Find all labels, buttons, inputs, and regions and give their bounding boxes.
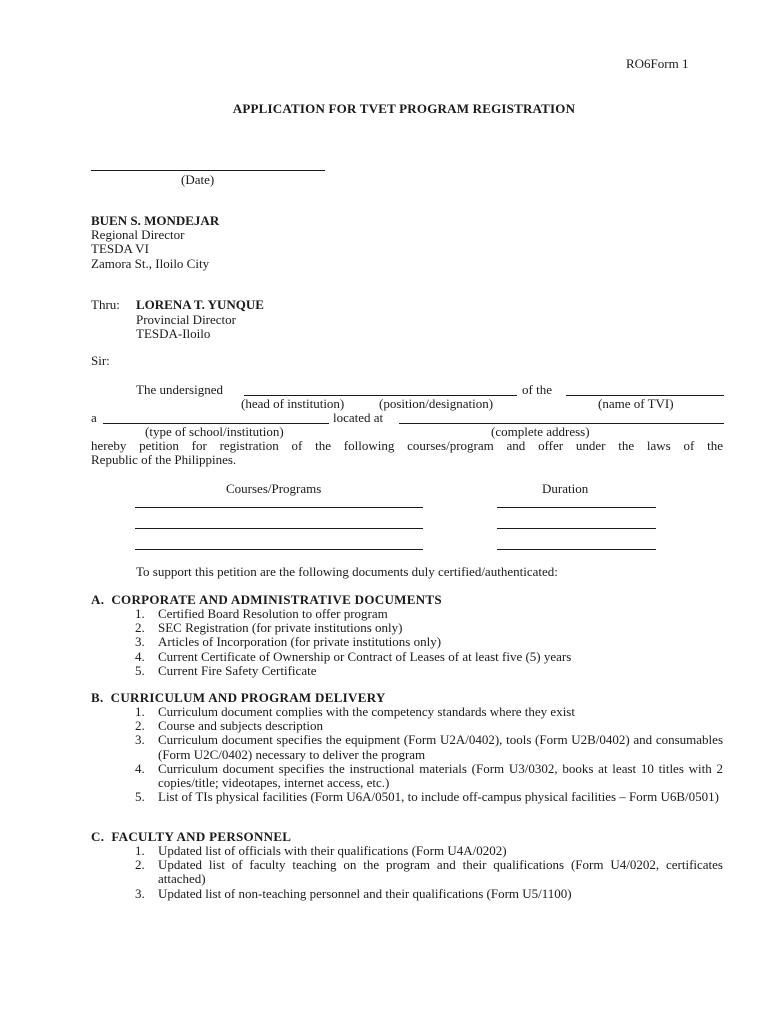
item-number: 3. <box>135 634 145 650</box>
duration-line-1[interactable] <box>497 507 656 508</box>
course-line-1[interactable] <box>135 507 423 508</box>
course-line-2[interactable] <box>135 528 423 529</box>
item-number: 5. <box>135 789 145 805</box>
duration-line-2[interactable] <box>497 528 656 529</box>
list-item <box>135 719 723 733</box>
item-number: 3. <box>135 885 145 901</box>
recipient-name: BUEN S. MONDEJAR <box>91 213 220 228</box>
item-number: 1. <box>135 843 145 858</box>
section-a-title: CORPORATE AND ADMINISTRATIVE DOCUMENTS <box>111 592 442 607</box>
item-text: Current Fire Safety Certificate <box>158 662 317 678</box>
thru-name: LORENA T. YUNQUE <box>136 297 264 312</box>
date-line <box>91 170 325 171</box>
item-number: 2. <box>135 620 145 636</box>
thru-label: Thru: <box>91 297 120 312</box>
item-text: Articles of Incorporation (for private institutions only) <box>158 634 442 650</box>
list-item <box>135 887 723 901</box>
list-item <box>135 650 723 664</box>
item-text: Current Certificate of Ownership or Contract of Leases of at least five (5) years <box>158 648 572 664</box>
item-number: 3. <box>135 732 145 748</box>
a-text: a <box>91 410 97 425</box>
section-a-list <box>135 607 723 678</box>
list-item <box>135 858 723 886</box>
position-designation-label: (position/designation) <box>379 396 494 411</box>
list-item <box>135 621 723 635</box>
section-a-letter: A. <box>91 592 105 607</box>
form-code: RO6Form 1 <box>626 56 689 71</box>
item-number: 5. <box>135 662 145 678</box>
item-text: Updated list of officials with their qualifications (Form U4A/0202) <box>158 843 507 858</box>
list-item <box>135 635 723 649</box>
located-at-text: located at <box>333 410 384 425</box>
courses-column-header: Courses/Programs <box>226 481 322 496</box>
section-b-letter: B. <box>91 690 104 705</box>
item-text: Certified Board Resolution to offer program <box>158 606 388 621</box>
list-item <box>135 762 723 790</box>
list-item <box>135 664 723 678</box>
head-of-institution-label: (head of institution) <box>241 396 345 411</box>
recipient-office: TESDA VI <box>91 241 149 256</box>
petition-text-line1: hereby petition for registration of the following courses/program and offer under the laws of the <box>91 438 723 453</box>
item-text: Updated list of faculty teaching on the program and their qualifications (Form U4/0202, certificates attached) <box>158 857 723 887</box>
recipient-address: Zamora St., Iloilo City <box>91 256 210 271</box>
item-text: SEC Registration (for private institutions only) <box>158 620 403 636</box>
item-text: Curriculum document specifies the equipment (Form U2A/0402), tools (Form U2B/0402) and consumables (Form U2C/0402) necessary to deliver the program <box>158 732 723 762</box>
name-of-tvi-label: (name of TVI) <box>598 396 674 411</box>
duration-line-3[interactable] <box>497 549 656 550</box>
section-b-list <box>135 705 723 804</box>
list-item <box>135 844 723 858</box>
item-text: Updated list of non-teaching personnel and their qualifications (Form U5/1100) <box>158 885 572 901</box>
section-c-list <box>135 844 723 901</box>
date-label: (Date) <box>181 172 215 187</box>
course-line-3[interactable] <box>135 549 423 550</box>
item-number: 1. <box>135 704 145 719</box>
list-item <box>135 607 723 621</box>
thru-position: Provincial Director <box>136 312 236 327</box>
of-the-text: of the <box>522 382 552 397</box>
recipient-position: Regional Director <box>91 227 185 242</box>
item-number: 1. <box>135 606 145 621</box>
section-c-title: FACULTY AND PERSONNEL <box>111 829 292 844</box>
petition-text-line2: Republic of the Philippines. <box>91 452 237 467</box>
support-statement: To support this petition are the following documents duly certified/authenticated: <box>136 564 558 579</box>
item-number: 2. <box>135 718 145 734</box>
item-number: 4. <box>135 760 145 776</box>
list-item <box>135 705 723 719</box>
item-text: List of TIs physical facilities (Form U6A/0501, to include off-campus physical facilities – Form U6B/0501) <box>158 789 719 805</box>
item-text: Curriculum document complies with the competency standards where they exist <box>158 704 575 719</box>
thru-office: TESDA-Iloilo <box>136 326 211 341</box>
undersigned-text: The undersigned <box>136 382 224 397</box>
item-number: 2. <box>135 857 145 873</box>
duration-column-header: Duration <box>542 481 589 496</box>
type-of-school-label: (type of school/institution) <box>145 424 284 439</box>
list-item <box>135 733 723 761</box>
item-text: Course and subjects description <box>158 718 323 734</box>
page-title: APPLICATION FOR TVET PROGRAM REGISTRATION <box>232 101 576 116</box>
complete-address-label: (complete address) <box>491 424 590 439</box>
item-text: Curriculum document specifies the instructional materials (Form U3/0302, books at least 10 titles with 2 copies/title; videotapes, internet access, etc.) <box>158 760 723 791</box>
list-item <box>135 790 723 804</box>
section-b-title: CURRICULUM AND PROGRAM DELIVERY <box>110 690 386 705</box>
section-c-letter: C. <box>91 829 105 844</box>
salutation: Sir: <box>91 353 110 368</box>
item-number: 4. <box>135 648 145 664</box>
